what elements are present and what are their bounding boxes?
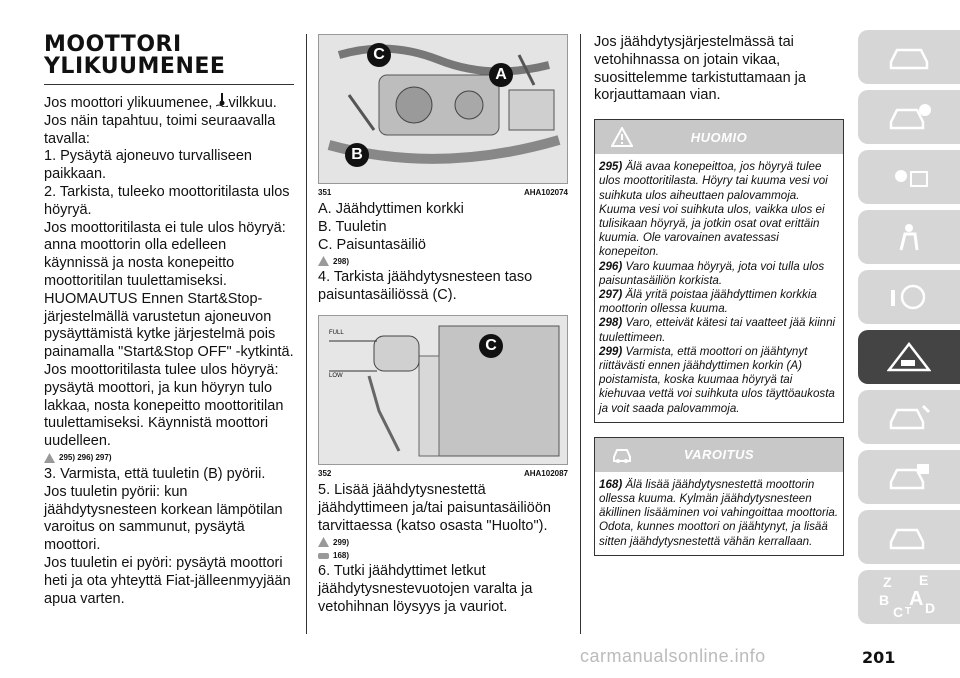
- temperature-icon: [216, 93, 228, 107]
- tab-warning-lights-icon[interactable]: [858, 150, 960, 204]
- tab-car-doc-icon[interactable]: [858, 510, 960, 564]
- callout-c: C: [479, 334, 503, 358]
- engine-bay-figure: [318, 34, 568, 184]
- chapter-tabs: [858, 30, 960, 630]
- tab-seat-safety-icon[interactable]: [858, 210, 960, 264]
- section-title: MOOTTORI YLIKUUMENEE: [44, 32, 226, 79]
- watermark: carmanualsonline.info: [580, 646, 766, 666]
- warning-triangle-icon: [44, 453, 55, 463]
- paragraph: HUOMAUTUS Ennen Start&Stop-järjestelmällä varustetun ajoneuvon pysäyttämistä kytke järjestelmä pois painamalla "Start&Stop OFF" -kytkintä.: [44, 290, 294, 361]
- tech-data-icon: [887, 462, 931, 492]
- tab-emergency-icon[interactable]: [858, 330, 960, 384]
- low-label: LOW: [329, 372, 343, 379]
- paragraph: Jos jäähdytysjärjestelmässä tai vetohihnassa on jotain vikaa, suosittelemme tarkistuttamaan ja korjauttamaan vian.: [594, 34, 806, 104]
- expansion-tank-figure: [318, 315, 568, 465]
- paragraph: 3. Varmista, että tuuletin (B) pyörii.: [44, 465, 266, 482]
- caution-168: 168) Älä lisää jäähdytysnestettä moottorin ollessa kuuma. Kylmän jäähdytysnesteen äkillinen lisääminen voi vahingoittaa moottoria. Odota, kunnes moottori on jäähtynyt, ja lisää sitten jäähdytysnestettä vähän kerrallaan.: [599, 477, 839, 548]
- car-service-icon: [887, 402, 931, 432]
- warning-triangle-icon: [611, 127, 633, 147]
- warning-reference: 298): [318, 256, 568, 266]
- warning-reference: 299): [318, 537, 568, 547]
- warning-reference: 295) 296) 297): [44, 453, 294, 463]
- callout-c: C: [367, 43, 391, 67]
- emergency-icon: [887, 342, 931, 372]
- tank-illustration: [319, 316, 568, 464]
- paragraph: 1. Pysäytä ajoneuvo turvalliseen paikkaan.: [44, 148, 252, 183]
- caution-car-icon: [318, 550, 329, 560]
- tab-car-service-icon[interactable]: [858, 390, 960, 444]
- legend-b: B. Tuuletin: [318, 218, 387, 235]
- legend-a: A. Jäähdyttimen korkki: [318, 201, 464, 217]
- steering-key-icon: [887, 282, 931, 312]
- paragraph: 5. Lisää jäähdytysnestettä jäähdyttimeen ja/tai paisuntasäiliöön tarvittaessa (katso osasta "Huolto").: [318, 481, 551, 534]
- tab-steering-key-icon[interactable]: [858, 270, 960, 324]
- callout-b: B: [345, 143, 369, 167]
- car-doc-icon: [887, 522, 931, 552]
- seat-safety-icon: [887, 222, 931, 252]
- huomio-box: [594, 119, 844, 423]
- paragraph: 2. Tarkista, tuleeko moottoritilasta ulos höyryä.: [44, 183, 290, 218]
- column-1: [44, 34, 294, 608]
- tab-index-icon[interactable]: [858, 570, 960, 624]
- page-number: 201: [862, 648, 896, 667]
- huomio-header: HUOMIO: [595, 120, 843, 154]
- title-rule: [44, 84, 294, 85]
- column-2: [318, 34, 568, 617]
- figure-caption: 351 AHA102074: [318, 188, 568, 197]
- column-divider: [306, 34, 307, 634]
- paragraph: 6. Tutki jäähdyttimet letkut jäähdytysnestevuotojen varalta ja vetohihnan löysyys ja vauriot.: [318, 563, 533, 615]
- figure-caption: 352 AHA102087: [318, 468, 568, 478]
- index-icon: Z E B A C T D: [879, 572, 936, 620]
- paragraph: Jos moottori ylikuumenee, vilkkuu.: [44, 95, 277, 111]
- huomio-body: [595, 154, 843, 422]
- paragraph: Jos moottoritilasta ei tule ulos höyryä: anna moottorin olla edelleen käynnissä ja nosta konepeitto moottoritilan tuulettamiseksi.: [44, 219, 286, 289]
- paragraph: 4. Tarkista jäähdytysnesteen taso paisuntasäiliössä (C).: [318, 269, 533, 304]
- varoitus-body: [595, 472, 843, 555]
- warning-295: 295) Älä avaa konepeittoa, jos höyryä tulee ulos moottoritilasta. Höyry tai kuuma vesi voi suihkuta ulos aiheuttaen palovammoja. Kuuma vesi voi suihkuta ulos, vaikka ulos ei tulisikaan höyryä, ja jotkin osat ovat erittäin kuumia. Ole varovainen avatessasi konepeiton.: [599, 160, 828, 259]
- legend-c: C. Paisuntasäiliö: [318, 236, 426, 253]
- warning-297: 297) Älä yritä poistaa jäähdyttimen korkkia moottorin ollessa kuuma.: [599, 288, 817, 316]
- tab-car-info-icon[interactable]: [858, 90, 960, 144]
- warning-298: 298) Varo, etteivät kätesi tai vaatteet jää kiinni tuulettimeen.: [599, 316, 836, 344]
- paragraph: Jos tuuletin ei pyöri: pysäytä moottori heti ja ota yhteyttä Fiat-jälleenmyyjään apua varten.: [44, 554, 291, 607]
- car-caution-icon: [611, 445, 633, 465]
- tab-tech-data-icon[interactable]: [858, 450, 960, 504]
- paragraph: Jos tuuletin pyörii: kun jäähdytysnesteen korkean lämpötilan varoitus on sammunut, pysäytä moottori.: [44, 483, 283, 554]
- warning-triangle-icon: [318, 256, 329, 266]
- callout-a: A: [489, 63, 513, 87]
- varoitus-box: [594, 437, 844, 556]
- car-icon: [887, 42, 931, 72]
- warning-296: 296) Varo kuumaa höyryä, jota voi tulla ulos paisuntasäiliön korkista.: [599, 259, 825, 287]
- warning-299: 299) Varmista, että moottori on jäähtynyt riittävästi ennen jäähdyttimen korkin (A) poistamista, koska kuumaa höyryä tai kiehuvaa vettä voi suihkuta ulos täyttöaukosta ja voit saada palovammoja.: [599, 344, 835, 415]
- warning-triangle-icon: [318, 537, 329, 547]
- paragraph: Jos näin tapahtuu, toimi seuraavalla tavalla:: [44, 112, 276, 147]
- caution-reference: 168): [318, 550, 568, 560]
- tab-car-icon[interactable]: [858, 30, 960, 84]
- warning-lights-icon: [887, 162, 931, 192]
- full-label: FULL: [329, 329, 344, 336]
- column-3: [594, 34, 844, 556]
- car-info-icon: [887, 102, 931, 132]
- column-divider: [580, 34, 581, 634]
- varoitus-header: VAROITUS: [595, 438, 843, 472]
- paragraph: Jos moottoritilasta tulee ulos höyryä: pysäytä moottori, ja kun höyryn tulo lakkaa, nosta konepeitto moottoritilan tuulettamiseksi. Käynnistä moottori uudelleen.: [44, 361, 284, 450]
